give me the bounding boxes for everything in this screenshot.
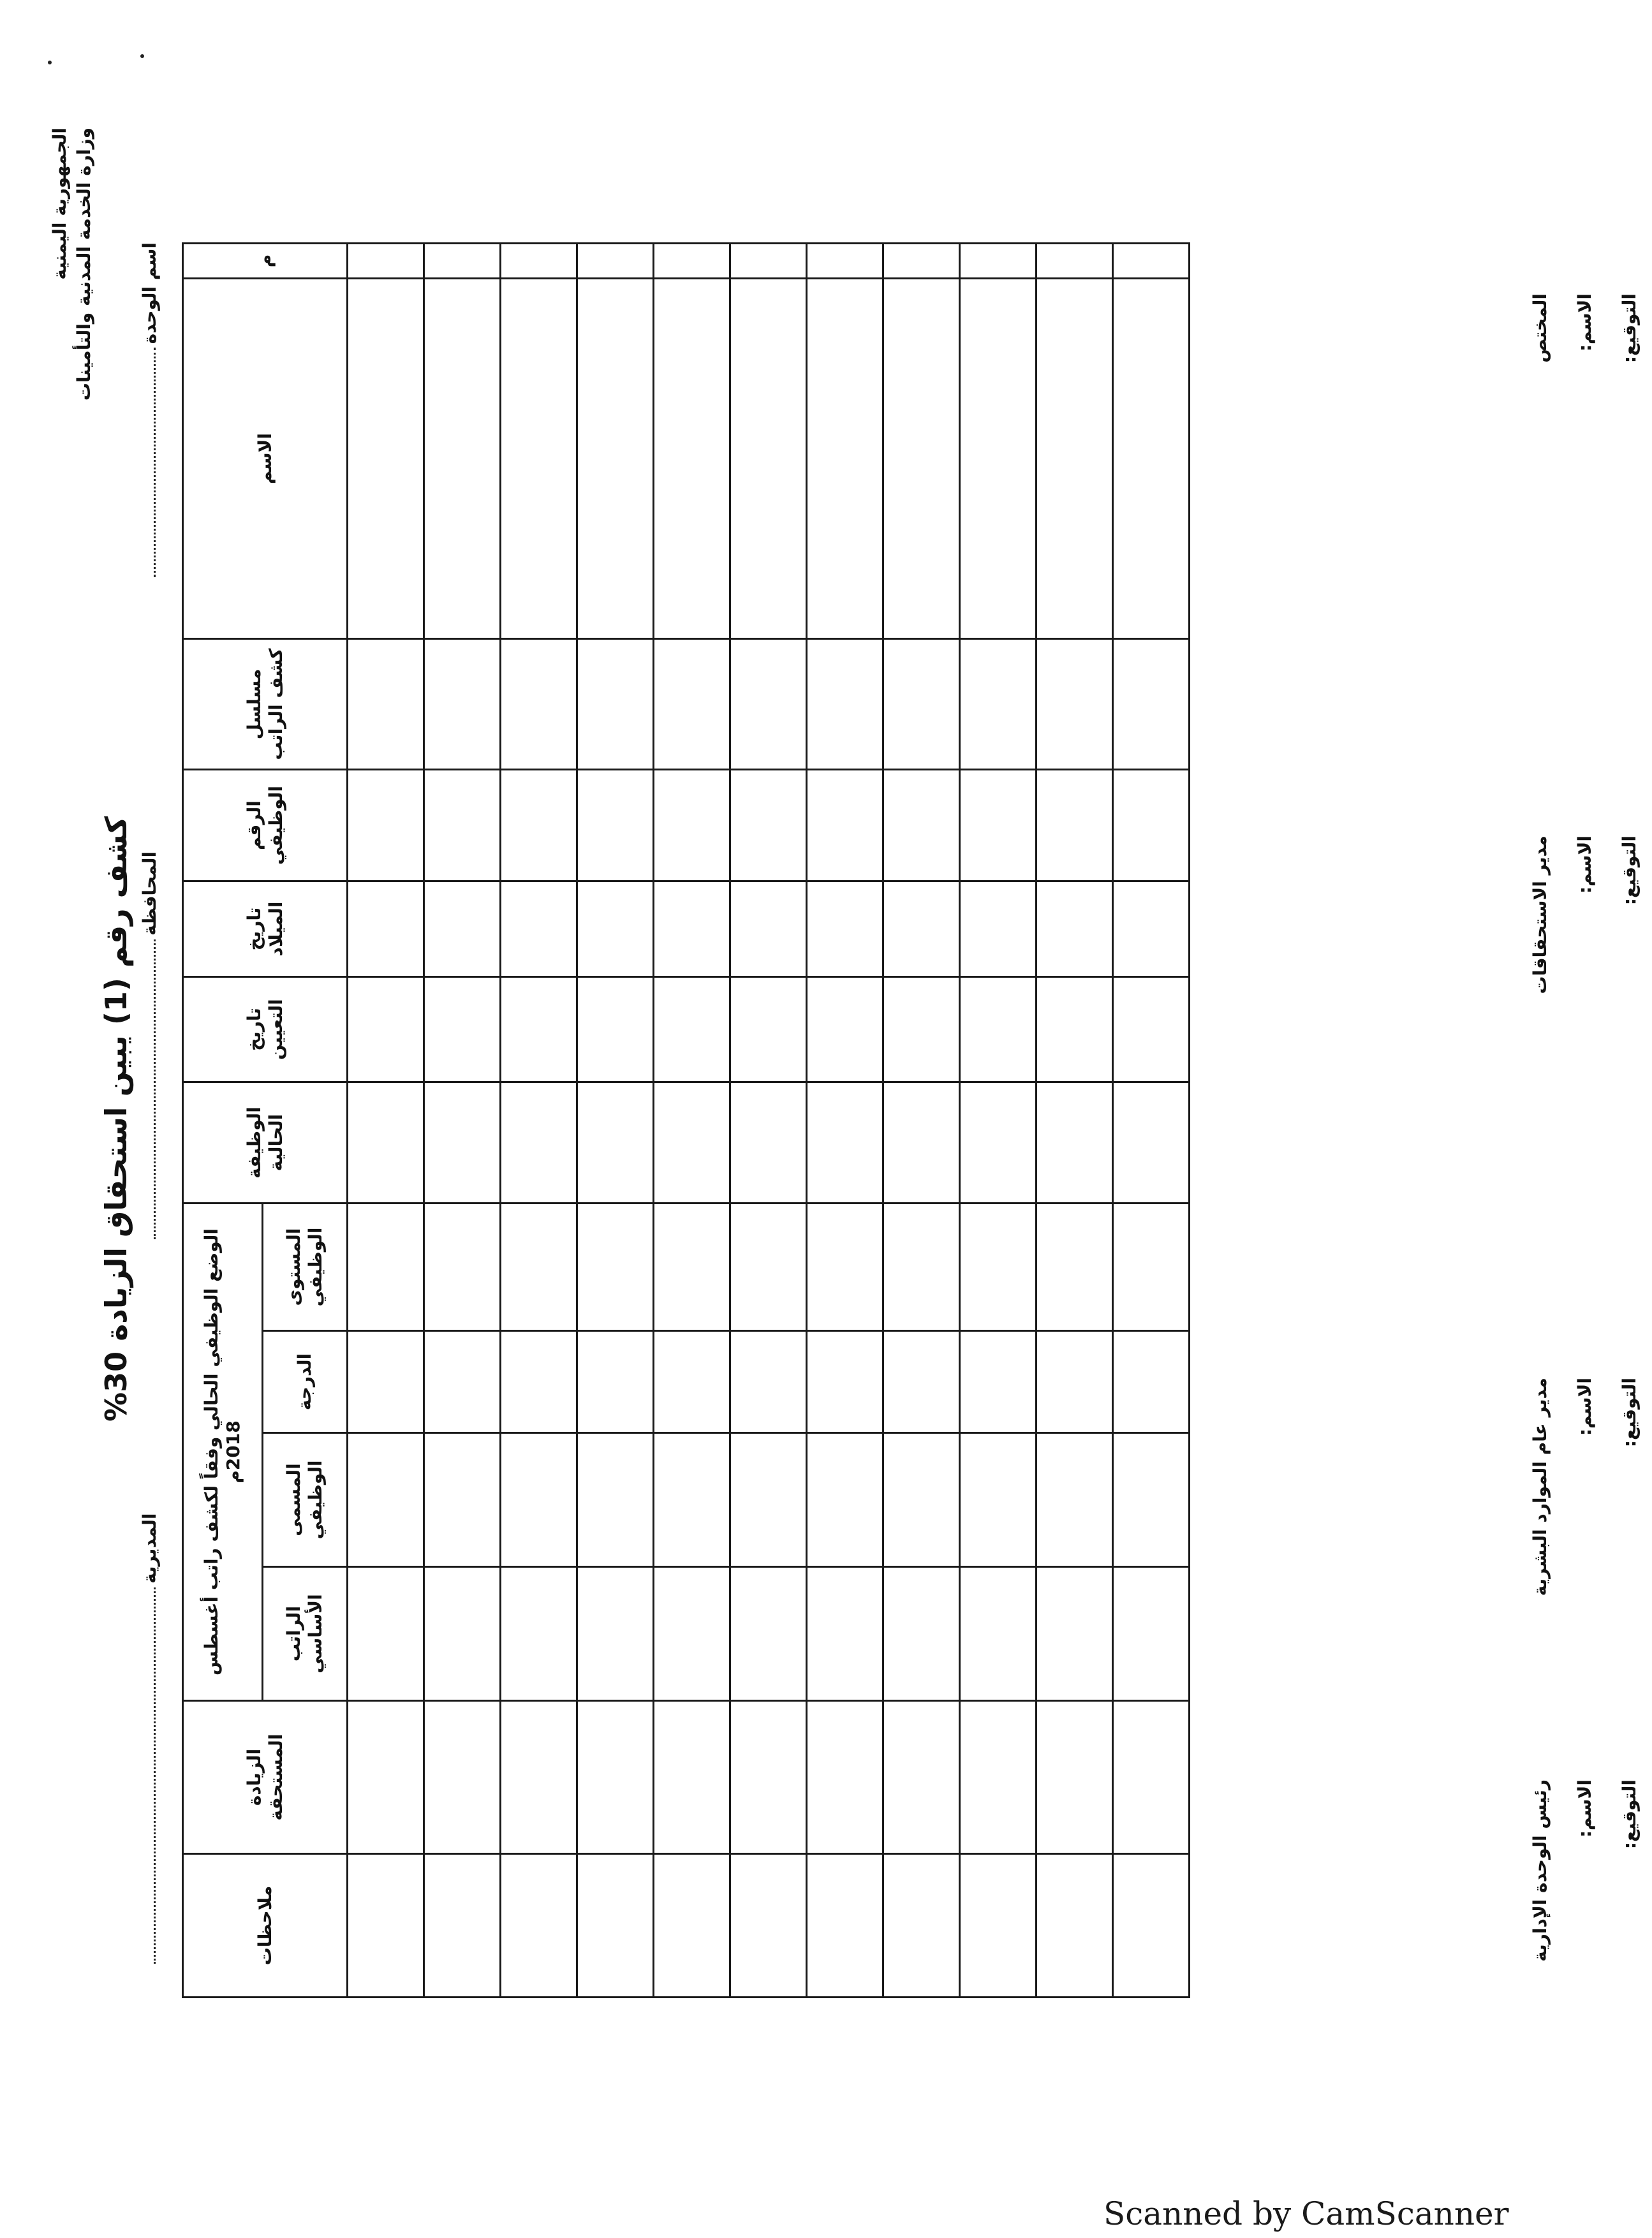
table-cell — [1036, 1567, 1113, 1701]
table-cell — [883, 1854, 960, 1998]
table-cell — [577, 1854, 654, 1998]
table-cell — [730, 770, 807, 881]
table-cell — [577, 1567, 654, 1701]
table-cell — [960, 770, 1036, 881]
table-cell — [1113, 639, 1190, 770]
table-cell — [1036, 1331, 1113, 1433]
table-cell — [654, 977, 730, 1082]
table-row — [577, 244, 654, 1998]
table-cell — [1113, 1331, 1190, 1433]
table-cell — [424, 1701, 501, 1854]
col-serial-header: م — [183, 244, 348, 279]
signature-name-label: الاسم: — [1574, 293, 1595, 352]
table-cell — [1113, 279, 1190, 639]
table-cell — [348, 1567, 424, 1701]
signature-entitlements-manager — [1518, 836, 1652, 994]
table-cell — [960, 639, 1036, 770]
table-cell — [883, 1082, 960, 1204]
camscanner-watermark: Scanned by CamScanner — [1103, 2195, 1509, 2232]
table-cell — [348, 639, 424, 770]
table-cell — [883, 1701, 960, 1854]
signature-role: مدير الاستحقاقات — [1530, 836, 1551, 994]
table-cell — [501, 639, 577, 770]
table-cell — [1113, 1701, 1190, 1854]
table-cell — [960, 977, 1036, 1082]
info-fields-row — [137, 242, 160, 1964]
table-cell — [1113, 881, 1190, 977]
table-cell — [654, 639, 730, 770]
table-cell — [654, 770, 730, 881]
table-cell — [348, 1082, 424, 1204]
col-job-number-header: الرقم الوظيفي — [183, 770, 348, 881]
signature-sign-label: التوقيع: — [1619, 293, 1640, 364]
table-cell — [577, 1433, 654, 1567]
table-cell — [960, 1567, 1036, 1701]
table-cell — [960, 1331, 1036, 1433]
signature-specialist — [1518, 293, 1652, 363]
table-cell — [654, 1701, 730, 1854]
governorate-field — [137, 851, 160, 1239]
col-current-job-header: الوظيفة الحالية — [183, 1082, 348, 1204]
table-cell — [654, 244, 730, 279]
col-appointment-date-header: تاريخ التعيين — [183, 977, 348, 1082]
table-cell — [348, 279, 424, 639]
table-cell — [1036, 977, 1113, 1082]
table-cell — [424, 1204, 501, 1331]
table-cell — [654, 1854, 730, 1998]
table-cell — [577, 881, 654, 977]
col-payroll-serial-header: مسلسل كشف الراتب — [183, 639, 348, 770]
table-cell — [348, 1204, 424, 1331]
table-cell — [577, 770, 654, 881]
table-cell — [348, 1433, 424, 1567]
table-cell — [960, 1082, 1036, 1204]
table-cell — [1036, 244, 1113, 279]
table-cell — [424, 1854, 501, 1998]
table-cell — [807, 770, 883, 881]
table-cell — [654, 279, 730, 639]
table-header-row — [183, 244, 263, 1998]
table-cell — [1036, 770, 1113, 881]
table-cell — [577, 1701, 654, 1854]
table-cell — [1113, 977, 1190, 1082]
table-cell — [577, 1331, 654, 1433]
table-cell — [348, 881, 424, 977]
table-cell — [424, 1433, 501, 1567]
table-cell — [1036, 639, 1113, 770]
table-cell — [883, 279, 960, 639]
table-cell — [348, 244, 424, 279]
table-cell — [883, 1433, 960, 1567]
table-cell — [807, 1701, 883, 1854]
signature-unit-head — [1518, 1779, 1652, 1962]
table-cell — [730, 1082, 807, 1204]
directorate-field-label: المديرية — [139, 1513, 160, 1584]
table-cell — [577, 279, 654, 639]
table-cell — [883, 1331, 960, 1433]
col-group-job-status-header: الوضع الوظيفي الحالي وفقاً لكشف راتب أغسطس 2018م — [183, 1204, 263, 1701]
table-cell — [1113, 1433, 1190, 1567]
table-cell — [1036, 1082, 1113, 1204]
table-cell — [807, 279, 883, 639]
table-cell — [501, 1331, 577, 1433]
table-cell — [501, 1433, 577, 1567]
table-cell — [730, 279, 807, 639]
table-cell — [1036, 1854, 1113, 1998]
table-cell — [960, 244, 1036, 279]
table-body — [348, 244, 1190, 1998]
signature-sign-label: التوقيع: — [1619, 1779, 1640, 1850]
table-cell — [577, 977, 654, 1082]
form-title: كشف رقم (1) يبين استحقاق الزيادة 30% — [99, 816, 133, 1422]
table-cell — [1113, 1204, 1190, 1331]
table-cell — [501, 279, 577, 639]
table-cell — [730, 244, 807, 279]
ministry-name: وزارة الخدمة المدنية والتأمينات — [73, 128, 94, 401]
table-cell — [730, 1433, 807, 1567]
table-cell — [654, 1204, 730, 1331]
table-cell — [1036, 881, 1113, 977]
table-cell — [960, 881, 1036, 977]
table-cell — [501, 977, 577, 1082]
table-cell — [1036, 1433, 1113, 1567]
table-cell — [501, 244, 577, 279]
table-row — [960, 244, 1036, 1998]
col-grade-header: الدرجة — [263, 1331, 348, 1433]
table-cell — [960, 1854, 1036, 1998]
table-cell — [424, 977, 501, 1082]
col-birth-date-header: تاريخ الميلاد — [183, 881, 348, 977]
table-cell — [654, 881, 730, 977]
col-notes-header: ملاحظات — [183, 1854, 348, 1998]
table-cell — [807, 881, 883, 977]
table-cell — [501, 881, 577, 977]
entitlement-table — [182, 242, 1190, 1998]
table-cell — [730, 881, 807, 977]
table-cell — [883, 244, 960, 279]
unit-field-label: اسم الوحدة — [139, 242, 160, 344]
col-basic-salary-header: الراتب الأساسي — [263, 1567, 348, 1701]
organization-header — [48, 128, 96, 401]
table-cell — [424, 1082, 501, 1204]
table-row — [807, 244, 883, 1998]
signature-hr-director — [1518, 1378, 1652, 1596]
table-cell — [730, 1854, 807, 1998]
table-cell — [577, 1204, 654, 1331]
table-cell — [654, 1082, 730, 1204]
table-row — [1113, 244, 1190, 1998]
table-cell — [883, 639, 960, 770]
col-name-header: الاسم — [183, 279, 348, 639]
signature-name-label: الاسم: — [1574, 1378, 1595, 1436]
signature-role: المختص — [1530, 293, 1551, 363]
table-cell — [883, 770, 960, 881]
table-cell — [730, 1204, 807, 1331]
col-increase-header: الزيادة المستحقة — [183, 1701, 348, 1854]
table-cell — [348, 770, 424, 881]
table-cell — [348, 1331, 424, 1433]
table-cell — [807, 244, 883, 279]
table-cell — [1036, 279, 1113, 639]
table-cell — [730, 1567, 807, 1701]
table-cell — [807, 1433, 883, 1567]
table-cell — [960, 1433, 1036, 1567]
table-cell — [730, 1331, 807, 1433]
table-row — [501, 244, 577, 1998]
table-cell — [807, 977, 883, 1082]
table-cell — [883, 977, 960, 1082]
table-cell — [577, 639, 654, 770]
directorate-field-blank — [137, 1587, 156, 1964]
table-cell — [424, 279, 501, 639]
table-cell — [807, 1854, 883, 1998]
governorate-field-blank — [137, 939, 156, 1239]
table-cell — [501, 1567, 577, 1701]
table-cell — [730, 1701, 807, 1854]
table-cell — [1113, 770, 1190, 881]
table-cell — [960, 1701, 1036, 1854]
table-cell — [1036, 1701, 1113, 1854]
table-cell — [348, 977, 424, 1082]
signature-name-label: الاسم: — [1574, 836, 1595, 894]
table-row — [883, 244, 960, 1998]
unit-field-blank — [137, 348, 156, 577]
signature-sign-label: التوقيع: — [1619, 1378, 1640, 1448]
country-name: الجمهورية اليمنية — [49, 128, 70, 280]
table-cell — [577, 1082, 654, 1204]
table-cell — [654, 1433, 730, 1567]
table-cell — [960, 279, 1036, 639]
table-cell — [807, 1204, 883, 1331]
table-cell — [730, 977, 807, 1082]
signature-role: مدير عام الموارد البشرية — [1530, 1378, 1551, 1596]
signature-sign-label: التوقيع: — [1619, 836, 1640, 906]
col-job-title-header: المسمى الوظيفي — [263, 1433, 348, 1567]
col-job-level-header: المستوى الوظيفي — [263, 1204, 348, 1331]
table-row — [1036, 244, 1113, 1998]
signature-role: رئيس الوحدة الإدارية — [1530, 1779, 1551, 1962]
table-cell — [960, 1204, 1036, 1331]
table-cell — [424, 1567, 501, 1701]
table-cell — [654, 1331, 730, 1433]
table-cell — [424, 1331, 501, 1433]
table-cell — [1113, 244, 1190, 279]
table-cell — [654, 1567, 730, 1701]
table-cell — [883, 1204, 960, 1331]
table-cell — [348, 1701, 424, 1854]
table-cell — [501, 1204, 577, 1331]
table-cell — [424, 881, 501, 977]
governorate-field-label: المحافظة — [139, 851, 160, 936]
table-cell — [424, 244, 501, 279]
table-cell — [577, 244, 654, 279]
table-row — [424, 244, 501, 1998]
signature-name-label: الاسم: — [1574, 1779, 1595, 1838]
table-row — [730, 244, 807, 1998]
table-cell — [1113, 1854, 1190, 1998]
table-cell — [501, 770, 577, 881]
table-cell — [1113, 1082, 1190, 1204]
table-cell — [501, 1701, 577, 1854]
table-cell — [501, 1854, 577, 1998]
table-cell — [807, 639, 883, 770]
directorate-field — [137, 1513, 160, 1964]
table-cell — [424, 770, 501, 881]
table-cell — [883, 881, 960, 977]
table-cell — [1036, 1204, 1113, 1331]
table-cell — [501, 1082, 577, 1204]
unit-field — [137, 242, 160, 577]
table-cell — [348, 1854, 424, 1998]
table-cell — [807, 1567, 883, 1701]
table-cell — [807, 1082, 883, 1204]
table-cell — [424, 639, 501, 770]
table-cell — [730, 639, 807, 770]
table-cell — [807, 1331, 883, 1433]
table-cell — [883, 1567, 960, 1701]
table-cell — [1113, 1567, 1190, 1701]
table-row — [348, 244, 424, 1998]
table-row — [654, 244, 730, 1998]
